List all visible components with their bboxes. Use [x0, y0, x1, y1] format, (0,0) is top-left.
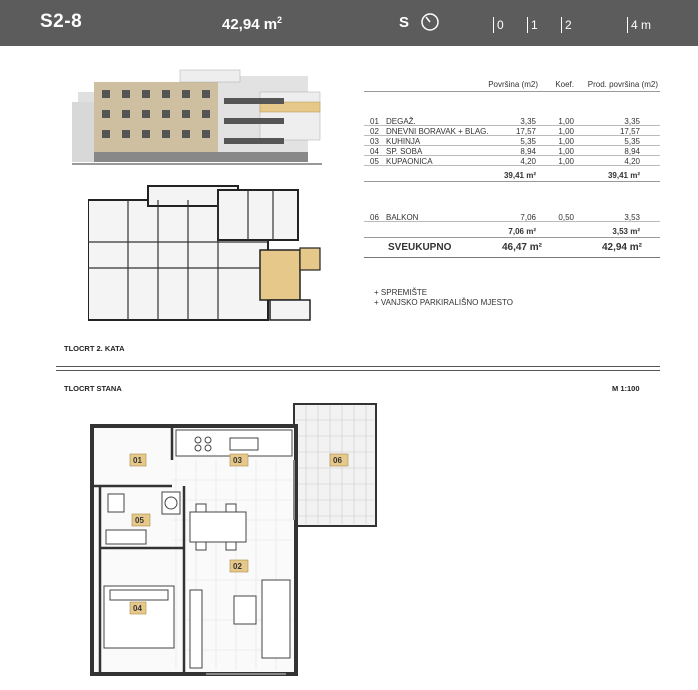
note-parking: + VANJSKO PARKIRALIŠNO MJESTO — [374, 298, 513, 307]
room-label-02: 02 — [233, 562, 242, 571]
table-row: 01 DEGAŽ. 3,35 1,00 3,35 — [364, 116, 660, 126]
room-label-05: 05 — [135, 516, 144, 525]
col-koef: Koef. — [555, 80, 574, 89]
subtotal-row: 39,41 m² 39,41 m² — [364, 166, 660, 182]
room-label-03: 03 — [233, 456, 242, 465]
scale-mark-0: 0 — [493, 17, 504, 33]
floor-plan-label: TLOCRT 2. KATA — [64, 344, 125, 353]
floor-plan-2nd — [88, 182, 324, 324]
flat-plan-label: TLOCRT STANA — [64, 384, 122, 393]
unit-code: S2-8 — [40, 11, 83, 32]
total-label: SVEUKUPNO — [388, 242, 452, 253]
divider — [56, 366, 660, 367]
col-area: Površina (m2) — [488, 80, 538, 89]
divider — [56, 370, 660, 371]
total-area: 46,47 m² — [501, 242, 542, 253]
table-header — [364, 76, 660, 92]
balcony-row: 06 BALKON 7,06 0,50 3,53 — [364, 212, 660, 222]
scale-label: M 1:100 — [612, 384, 640, 393]
area-table — [364, 76, 660, 258]
scale-mark-2: 2 — [561, 17, 572, 33]
total-row — [364, 238, 660, 258]
header-bar — [0, 0, 698, 46]
col-prod: Prod. površina (m2) — [587, 80, 658, 89]
table-row: 04 SP. SOBA 8,94 1,00 8,94 — [364, 146, 660, 156]
table-row: 02 DNEVNI BORAVAK + BLAG. 17,57 1,00 17,57 — [364, 126, 660, 136]
table-row: 05 KUPAONICA 4,20 1,00 4,20 — [364, 156, 660, 166]
table-row: 03 KUHINJA 5,35 1,00 5,35 — [364, 136, 660, 146]
note-storage: + SPREMIŠTE — [374, 288, 428, 297]
room-label-06: 06 — [333, 456, 342, 465]
total-prod: 42,94 m² — [601, 242, 642, 253]
balcony-subtotal-row: 7,06 m² 3,53 m² — [364, 222, 660, 238]
building-elevation — [72, 68, 322, 168]
scale-mark-1: 1 — [527, 17, 538, 33]
compass-icon — [420, 12, 440, 32]
scale-mark-4: 4 m — [627, 17, 651, 33]
flat-plan — [86, 400, 382, 680]
room-label-04: 04 — [133, 604, 142, 613]
room-label-01: 01 — [133, 456, 142, 465]
extras-notes — [374, 288, 513, 308]
unit-area: 42,94 $m^2$ — [222, 15, 283, 33]
orientation-label: S — [399, 14, 410, 31]
